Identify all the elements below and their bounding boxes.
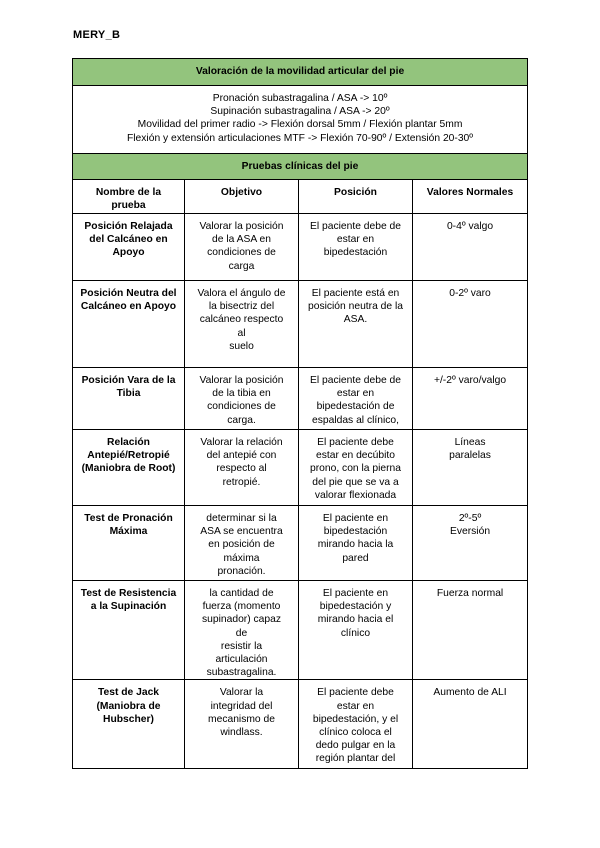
test-objective: determinar si la ASA se encuentra en posición de máxima pronación. <box>185 506 299 581</box>
test-name: Test de Jack (Maniobra de Hubscher) <box>73 680 185 769</box>
test-name: Posición Neutra del Calcáneo en Apoyo <box>73 281 185 368</box>
test-objective: la cantidad de fuerza (momento supinador) capaz de resistir la articulación subastragalina. <box>185 581 299 680</box>
test-position: El paciente está en posición neutra de la ASA. <box>299 281 413 368</box>
column-header: Posición <box>299 180 413 214</box>
intro-line: Flexión y extensión articulaciones MTF -> Flexión 70-90º / Extensión 20-30º <box>126 132 474 144</box>
test-position: El paciente en bipedestación y mirando hacia el clínico <box>299 581 413 680</box>
test-objective: Valorar la relación del antepié con respecto al retropié. <box>185 430 299 506</box>
test-objective: Valorar la posición de la tibia en condiciones de carga. <box>185 368 299 430</box>
assessment-table <box>72 58 528 769</box>
section-title: Pruebas clínicas del pie <box>73 154 528 180</box>
table-row <box>73 430 528 506</box>
test-normal-values: 2º-5º Eversión <box>413 506 528 581</box>
test-position: El paciente en bipedestación mirando hacia la pared <box>299 506 413 581</box>
test-normal-values: 0-2º varo <box>413 281 528 368</box>
intro-line: Pronación subastragalina / ASA -> 10º <box>212 93 388 104</box>
column-header: Objetivo <box>185 180 299 214</box>
test-name: Posición Vara de la Tibia <box>73 368 185 430</box>
test-normal-values: 0-4º valgo <box>413 214 528 281</box>
table-row <box>73 214 528 281</box>
test-normal-values: Aumento de ALI <box>413 680 528 769</box>
column-header: Nombre de la prueba <box>73 180 185 214</box>
test-objective: Valorar la posición de la ASA en condiciones de carga <box>185 214 299 281</box>
table-row <box>73 506 528 581</box>
intro-line: Movilidad del primer radio -> Flexión dorsal 5mm / Flexión plantar 5mm <box>137 119 463 131</box>
test-name: Relación Antepié/Retropié (Maniobra de Root) <box>73 430 185 506</box>
test-position: El paciente debe de estar en bipedestación de espaldas al clínico, <box>299 368 413 430</box>
table-title: Valoración de la movilidad articular del pie <box>73 59 528 86</box>
test-objective: Valorar la integridad del mecanismo de windlass. <box>185 680 299 769</box>
header-row <box>73 180 528 214</box>
test-position: El paciente debe estar en bipedestación, y el clínico coloca el dedo pulgar en la región plantar del <box>299 680 413 769</box>
author-label: MERY_B <box>73 29 121 41</box>
test-name: Posición Relajada del Calcáneo en Apoyo <box>73 214 185 281</box>
test-normal-values: Fuerza normal <box>413 581 528 680</box>
table-row <box>73 368 528 430</box>
intro-line: Supinación subastragalina / ASA -> 20º <box>210 106 390 118</box>
test-name: Test de Resistencia a la Supinación <box>73 581 185 680</box>
table-row <box>73 581 528 680</box>
test-name: Test de Pronación Máxima <box>73 506 185 581</box>
table-row <box>73 281 528 368</box>
column-header: Valores Normales <box>413 180 528 214</box>
test-objective: Valora el ángulo de la bisectriz del calcáneo respecto al suelo <box>185 281 299 368</box>
table-row <box>73 680 528 769</box>
test-position: El paciente debe de estar en bipedestación <box>299 214 413 281</box>
test-normal-values: +/-2º varo/valgo <box>413 368 528 430</box>
test-position: El paciente debe estar en decúbito prono, con la pierna del pie que se va a valorar flexionada <box>299 430 413 506</box>
test-normal-values: Líneas paralelas <box>413 430 528 506</box>
intro-cell <box>73 86 528 154</box>
